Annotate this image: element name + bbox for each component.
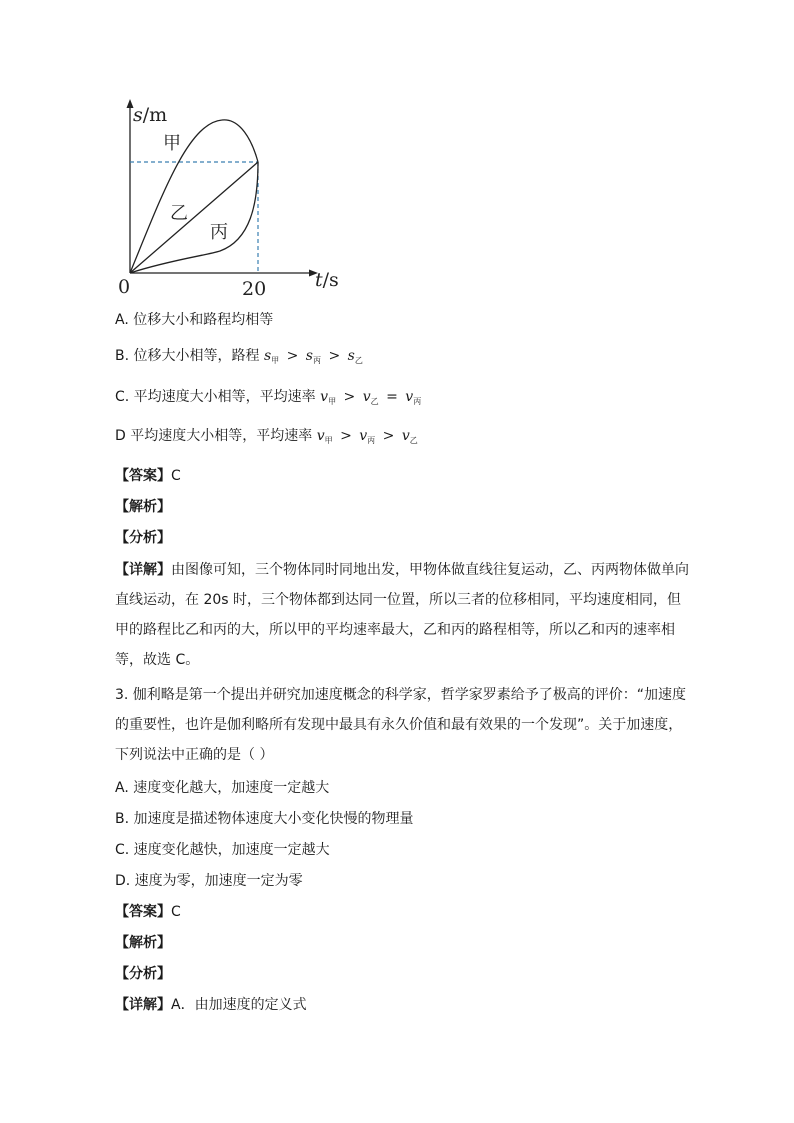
q2-option-b-text: B. 位移大小相等，路程 (115, 348, 260, 364)
gt-symbol: > (343, 389, 356, 405)
y-axis-label-unit: /m (142, 104, 168, 126)
q2-answer (115, 466, 181, 486)
x-axis-label-var: t (315, 269, 323, 291)
q2-option-c-text: C. 平均速度大小相等，平均速率 (115, 389, 316, 405)
curve-label-yi: 乙 (170, 203, 188, 224)
answer-value: C (171, 468, 181, 484)
fenxi-label: 【分析】 (115, 530, 171, 546)
q3-fenxi (115, 964, 171, 984)
q3-option-b (115, 809, 414, 829)
x-tick-label-20: 20 (242, 278, 267, 300)
q3-option-c (115, 840, 330, 860)
v-symbol: v (359, 428, 368, 444)
answer-label: 【答案】 (115, 904, 171, 920)
answer-value: C (171, 904, 181, 920)
curve-jia (130, 120, 258, 273)
q2-fenxi (115, 528, 171, 548)
sub-yi: 乙 (354, 356, 363, 365)
analysis-label: 【解析】 (115, 499, 171, 515)
q2-option-a-text: A. 位移大小和路程均相等 (115, 312, 274, 328)
gt-symbol: > (328, 348, 341, 364)
v-symbol: v (405, 389, 414, 405)
gt-symbol: > (382, 428, 395, 444)
q3-stem (115, 680, 690, 770)
sub-jia: 甲 (328, 397, 337, 406)
origin-label: 0 (118, 276, 131, 298)
s-symbol: s (263, 348, 272, 364)
q3-option-a (115, 778, 329, 798)
sub-bing: 丙 (413, 397, 422, 406)
curve-label-jia: 甲 (163, 133, 181, 154)
y-axis-label-var: s (133, 104, 143, 126)
v-symbol: v (401, 428, 410, 444)
q3-analysis (115, 933, 171, 953)
curve-label-bing: 丙 (210, 222, 228, 243)
v-symbol: v (362, 389, 371, 405)
sub-bing: 丙 (312, 356, 321, 365)
analysis-label: 【解析】 (115, 935, 171, 951)
s-symbol: s (305, 348, 313, 364)
q3-option-text: A. 速度变化越大，加速度一定越大 (115, 780, 330, 796)
detail-label: 【详解】 (115, 997, 171, 1013)
sub-yi: 乙 (370, 397, 379, 406)
detail-text: 由图像可知，三个物体同时同地出发，甲物体做直线往复运动，乙、丙两物体做单向直线运动，在 20s 时，三个物体都到达同一位置，所以三者的位移相同，平均速度相同，但甲的路程比乙和丙的大，所以甲的平均速率最大，乙和丙的路程相等，所以乙和丙的速率相等，故选 C。 (115, 562, 689, 668)
s-t-graph (110, 95, 350, 305)
sub-jia: 甲 (271, 356, 280, 365)
q2-detail (115, 555, 690, 675)
x-axis-label-unit: /s (322, 269, 339, 291)
v-symbol: v (316, 428, 325, 444)
v-symbol: v (320, 389, 329, 405)
q3-option-text: B. 加速度是描述物体速度大小变化快慢的物理量 (115, 811, 414, 827)
detail-text: A．由加速度的定义式 (171, 997, 307, 1013)
fenxi-label: 【分析】 (115, 966, 171, 982)
q2-option-a (115, 310, 273, 330)
s-symbol: s (347, 348, 355, 364)
q3-option-text: D. 速度为零，加速度一定为零 (115, 873, 303, 889)
q2-option-d (115, 426, 418, 451)
q3-option-d (115, 871, 303, 891)
answer-label: 【答案】 (115, 468, 171, 484)
svg-text:s/m (133, 104, 167, 126)
gt-symbol: > (286, 348, 299, 364)
eq-symbol: = (386, 389, 398, 405)
q3-answer (115, 902, 181, 922)
q3-stem-text: 3. 伽利略是第一个提出并研究加速度概念的科学家，哲学家罗素给予了极高的评价：“加速度的重要性，也许是伽利略所有发现中最具有永久价值和最有效果的一个发现”。关于加速度，下列说法中正确的是（ ） (115, 687, 687, 763)
q2-option-b (115, 346, 363, 371)
q3-detail (115, 995, 307, 1015)
svg-text:t/s (315, 269, 339, 291)
detail-label: 【详解】 (115, 562, 171, 578)
q2-analysis (115, 497, 171, 517)
sub-yi: 乙 (409, 436, 418, 445)
sub-bing: 丙 (367, 436, 376, 445)
q2-option-d-text: D 平均速度大小相等，平均速率 (115, 428, 313, 444)
q2-option-c (115, 387, 421, 412)
gt-symbol: > (340, 428, 352, 444)
q3-option-text: C. 速度变化越快，加速度一定越大 (115, 842, 330, 858)
sub-jia: 甲 (324, 436, 333, 445)
